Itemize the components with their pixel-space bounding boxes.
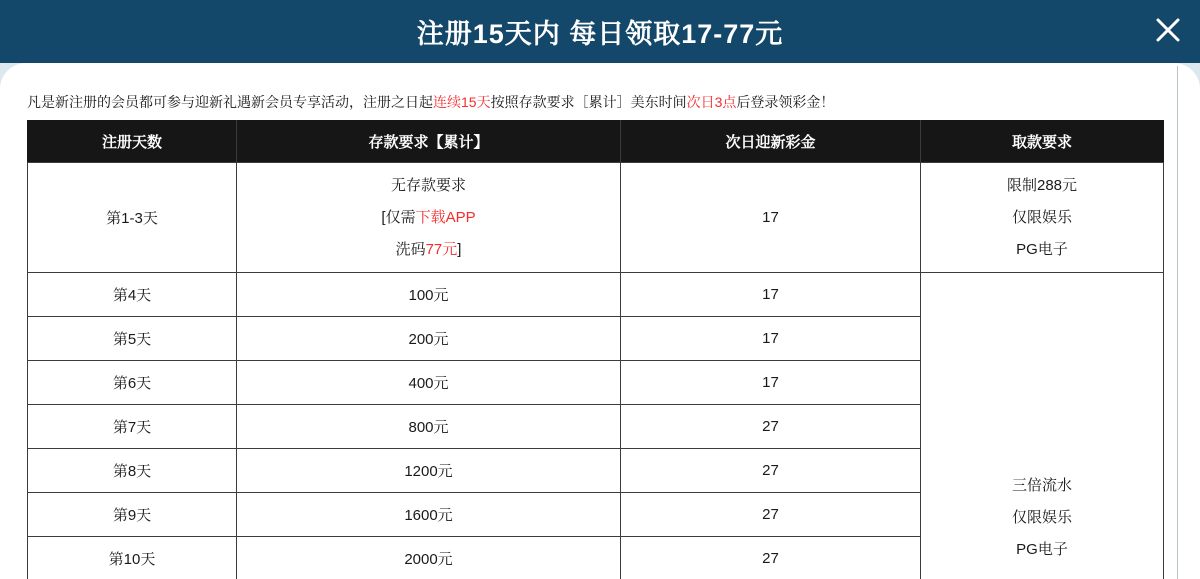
- deposit-cell: 1200元: [237, 449, 621, 493]
- plain-text: ]: [457, 240, 462, 258]
- day-cell: 第8天: [28, 449, 237, 493]
- deposit-cell: 2000元: [237, 537, 621, 579]
- table-head: [28, 121, 1164, 163]
- deposit-cell: 400元: [237, 361, 621, 405]
- plain-text: 无存款要求: [390, 176, 466, 194]
- withdraw-lines: [921, 170, 1163, 266]
- highlighted-text: 次日3点: [686, 94, 737, 110]
- deposit-line: [237, 202, 620, 234]
- promo-table: [27, 120, 1164, 579]
- bonus-cell: 17: [621, 273, 921, 317]
- deposit-cell: 200元: [237, 317, 621, 361]
- withdraw-merged-cell: [921, 273, 1164, 579]
- column-header: 存款要求【累计】: [237, 121, 621, 163]
- deposit-cell: 1600元: [237, 493, 621, 537]
- day-cell: 第9天: [28, 493, 237, 537]
- bonus-cell: 27: [621, 537, 921, 579]
- bonus-cell: 17: [621, 163, 921, 273]
- modal-header: [0, 0, 1200, 63]
- day-cell: 第4天: [28, 273, 237, 317]
- withdraw-line: 仅限娱乐: [1011, 208, 1072, 226]
- column-header: 次日迎新彩金: [621, 121, 921, 163]
- bonus-cell: 27: [621, 493, 921, 537]
- withdraw-line: 三倍流水: [1011, 477, 1072, 494]
- plain-text: 按照存款要求［累计］美东时间: [490, 94, 687, 110]
- plain-text: [仅需: [381, 208, 416, 226]
- bonus-cell: 17: [621, 361, 921, 405]
- day-cell: 第10天: [28, 537, 237, 579]
- deposit-line: [237, 170, 620, 202]
- column-header: 注册天数: [28, 121, 237, 163]
- plain-text: 后登录领彩金！: [736, 94, 835, 110]
- modal-title: 注册15天内 每日领取17-77元: [416, 19, 784, 49]
- deposit-cell: 100元: [237, 273, 621, 317]
- bonus-cell: 27: [621, 449, 921, 493]
- table-row: [28, 273, 1164, 317]
- day-cell: 第1-3天: [28, 163, 237, 273]
- column-header: 取款要求: [921, 121, 1164, 163]
- scrollbar-track[interactable]: [1177, 66, 1178, 579]
- close-button[interactable]: [1150, 14, 1186, 50]
- promo-description: [27, 92, 1177, 112]
- highlighted-text: 77元: [425, 240, 458, 258]
- bonus-cell: 27: [621, 405, 921, 449]
- withdraw-line: PG电子: [1016, 240, 1068, 258]
- day-cell: 第5天: [28, 317, 237, 361]
- withdraw-line: 仅限娱乐: [1011, 509, 1072, 526]
- deposit-lines: [237, 170, 620, 266]
- withdraw-line: PG电子: [1016, 541, 1068, 558]
- day-cell: 第7天: [28, 405, 237, 449]
- plain-text: 凡是新注册的会员都可参与迎新礼遇新会员专享活动，注册之日起: [27, 94, 433, 110]
- withdraw-lines: [921, 470, 1163, 579]
- deposit-cell: [237, 163, 621, 273]
- highlighted-text: 连续15天: [433, 94, 491, 110]
- day-cell: 第6天: [28, 361, 237, 405]
- bonus-cell: 17: [621, 317, 921, 361]
- table-row: [28, 163, 1164, 273]
- close-icon: [1154, 16, 1182, 47]
- deposit-line: [237, 234, 620, 266]
- withdraw-line: 限制288元: [1006, 176, 1078, 194]
- deposit-cell: 800元: [237, 405, 621, 449]
- table-body: [28, 163, 1164, 579]
- highlighted-text: 下载APP: [415, 208, 476, 226]
- plain-text: 洗码: [395, 240, 426, 258]
- header-row: [28, 121, 1164, 163]
- withdraw-cell: [921, 163, 1164, 273]
